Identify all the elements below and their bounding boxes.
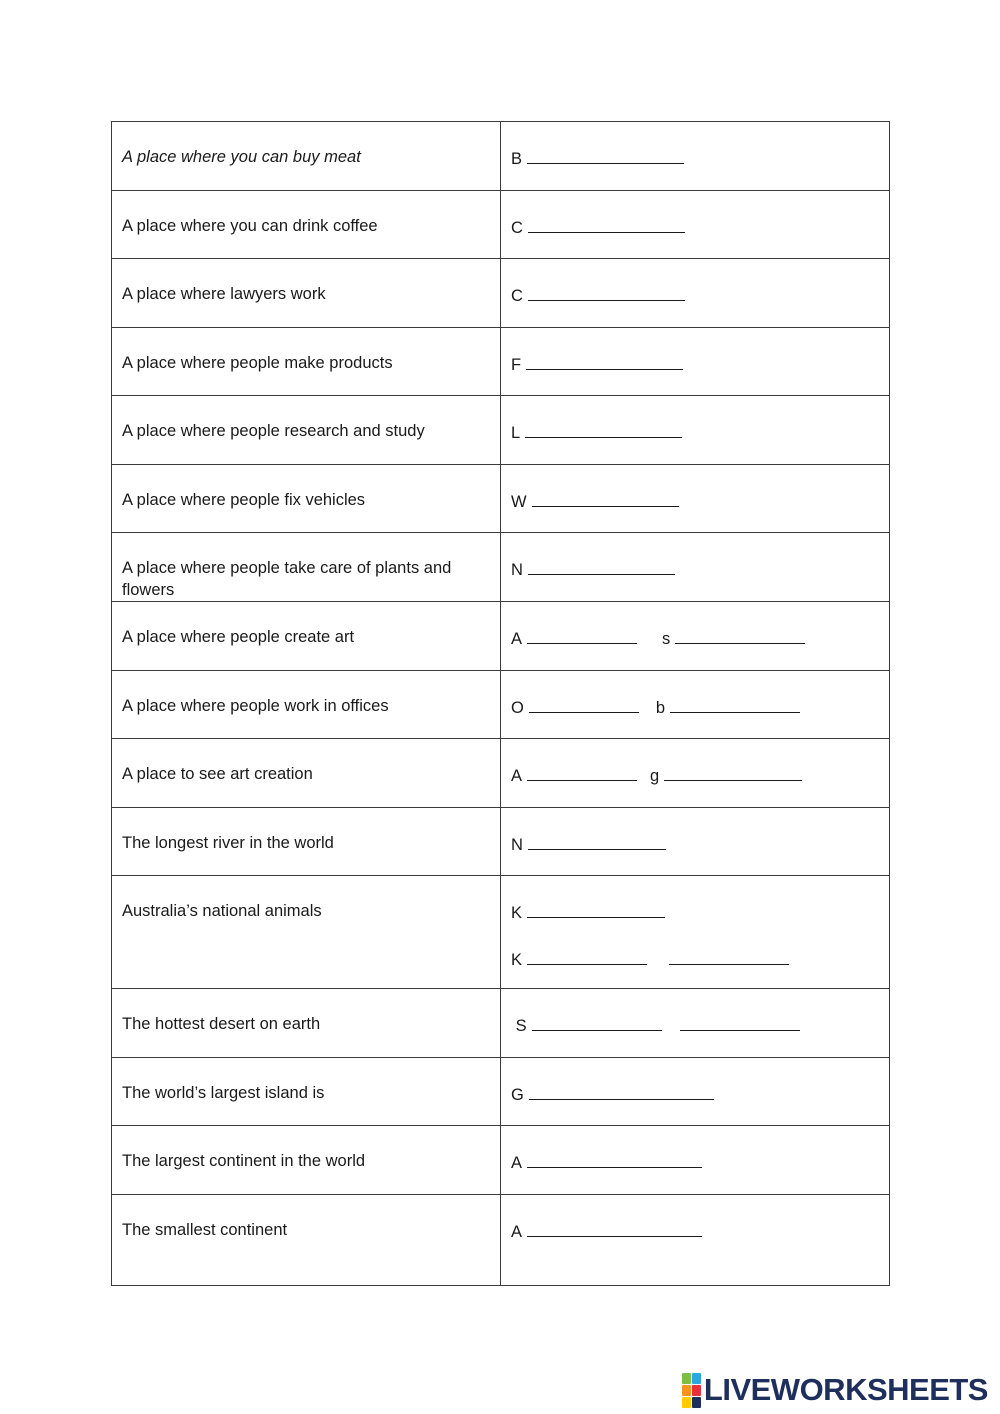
answer-blank[interactable] <box>527 626 637 644</box>
answer-line <box>511 283 879 307</box>
answer-initial-letter: W <box>511 492 527 511</box>
answer-initial-letter: N <box>511 835 523 854</box>
answer-blank[interactable] <box>527 146 684 164</box>
answer-blank[interactable] <box>525 420 682 438</box>
clue-cell: A place where people work in offices <box>112 670 501 739</box>
answer-cell <box>501 1126 890 1195</box>
answer-line <box>511 900 879 924</box>
table-row <box>112 807 890 876</box>
answer-line <box>511 420 879 444</box>
answer-initial-letter: K <box>511 951 523 969</box>
answer-second-letter: s <box>662 630 671 648</box>
answer-cell <box>501 989 890 1058</box>
answer-initial-letter: B <box>511 150 523 168</box>
answer-blank[interactable] <box>527 1150 702 1168</box>
answer-line <box>511 215 879 239</box>
answer-initial-letter: N <box>511 561 523 579</box>
table-row <box>112 327 890 396</box>
table-row <box>112 989 890 1058</box>
answer-line <box>511 947 879 971</box>
table-row <box>112 602 890 671</box>
table-row <box>112 464 890 533</box>
table-row <box>112 190 890 259</box>
answer-blank[interactable] <box>528 557 675 575</box>
clue-cell: Australia’s national animals <box>112 876 501 989</box>
answer-cell <box>501 670 890 739</box>
table-row <box>112 670 890 739</box>
answer-initial-letter: G <box>511 1085 524 1104</box>
answer-initial-letter: L <box>511 424 521 442</box>
answer-cell <box>501 190 890 259</box>
answer-cell <box>501 327 890 396</box>
answer-second-letter: g <box>650 767 660 785</box>
answer-initial-letter: A <box>511 630 523 648</box>
answer-initial-letter: O <box>511 698 524 717</box>
answer-second-letter: b <box>655 698 666 717</box>
clue-cell: The largest continent in the world <box>112 1126 501 1195</box>
answer-initial-letter: C <box>511 287 523 305</box>
answer-blank[interactable] <box>528 215 685 233</box>
answer-line <box>511 1219 879 1243</box>
answer-blank[interactable] <box>670 695 800 713</box>
answer-initial-letter: A <box>511 767 523 785</box>
answer-line <box>511 763 879 787</box>
clue-cell: A place where people take care of plants and flowers <box>112 533 501 602</box>
clue-cell: The world’s largest island is <box>112 1057 501 1126</box>
answer-cell <box>501 807 890 876</box>
answer-blank[interactable] <box>527 763 637 781</box>
logo-text: LIVEWORKSHEETS <box>703 1372 988 1407</box>
clue-cell: The smallest continent <box>112 1194 501 1285</box>
table-row <box>112 533 890 602</box>
answer-blank[interactable] <box>527 947 647 965</box>
clue-cell: The hottest desert on earth <box>112 989 501 1058</box>
table-row <box>112 1194 890 1285</box>
answer-blank[interactable] <box>532 1013 662 1031</box>
liveworksheets-logo-icon <box>682 1373 701 1408</box>
answer-line <box>511 695 879 719</box>
clue-cell: A place where people create art <box>112 602 501 671</box>
clue-cell: A place where people make products <box>112 327 501 396</box>
answer-line <box>511 146 879 170</box>
answer-blank[interactable] <box>529 1082 714 1100</box>
answer-cell <box>501 259 890 328</box>
answer-initial-letter: S <box>511 1017 527 1035</box>
answer-line <box>511 489 879 513</box>
answer-cell <box>501 1194 890 1285</box>
answer-line <box>511 1150 879 1174</box>
answer-cell <box>501 533 890 602</box>
answer-blank[interactable] <box>527 900 665 918</box>
answer-line <box>511 557 879 581</box>
answer-blank[interactable] <box>532 489 679 507</box>
answer-line <box>511 1013 879 1037</box>
clue-cell: A place where people research and study <box>112 396 501 465</box>
answer-initial-letter: A <box>511 1222 523 1241</box>
table-row <box>112 876 890 989</box>
answer-initial-letter: C <box>511 218 523 237</box>
answer-initial-letter: F <box>511 355 522 374</box>
answer-blank[interactable] <box>664 763 802 781</box>
answer-line <box>511 626 879 650</box>
table-row <box>112 739 890 808</box>
answer-initial-letter: K <box>511 904 523 922</box>
answer-cell <box>501 396 890 465</box>
clue-cell: A place where people fix vehicles <box>112 464 501 533</box>
liveworksheets-logo <box>682 1372 988 1408</box>
clue-cell: The longest river in the world <box>112 807 501 876</box>
answer-blank[interactable] <box>528 832 666 850</box>
answer-blank[interactable] <box>680 1013 800 1031</box>
answer-blank[interactable] <box>528 283 685 301</box>
answer-blank[interactable] <box>526 352 683 370</box>
table-row <box>112 396 890 465</box>
answer-cell <box>501 464 890 533</box>
answer-cell <box>501 1057 890 1126</box>
worksheet-table <box>111 121 890 1286</box>
answer-cell <box>501 122 890 191</box>
answer-cell <box>501 602 890 671</box>
answer-line <box>511 832 879 856</box>
clue-cell: A place to see art creation <box>112 739 501 808</box>
table-row <box>112 1126 890 1195</box>
answer-blank[interactable] <box>529 695 639 713</box>
clue-cell: A place where you can drink coffee <box>112 190 501 259</box>
clue-cell: A place where lawyers work <box>112 259 501 328</box>
answer-blank[interactable] <box>527 1219 702 1237</box>
answer-line <box>511 352 879 376</box>
answer-blank[interactable] <box>669 947 789 965</box>
clue-cell: A place where you can buy meat <box>112 122 501 191</box>
table-row <box>112 122 890 191</box>
answer-line <box>511 1082 879 1106</box>
table-row <box>112 259 890 328</box>
table-row <box>112 1057 890 1126</box>
answer-blank[interactable] <box>675 626 805 644</box>
answer-cell <box>501 739 890 808</box>
answer-cell <box>501 876 890 989</box>
answer-initial-letter: A <box>511 1154 523 1172</box>
